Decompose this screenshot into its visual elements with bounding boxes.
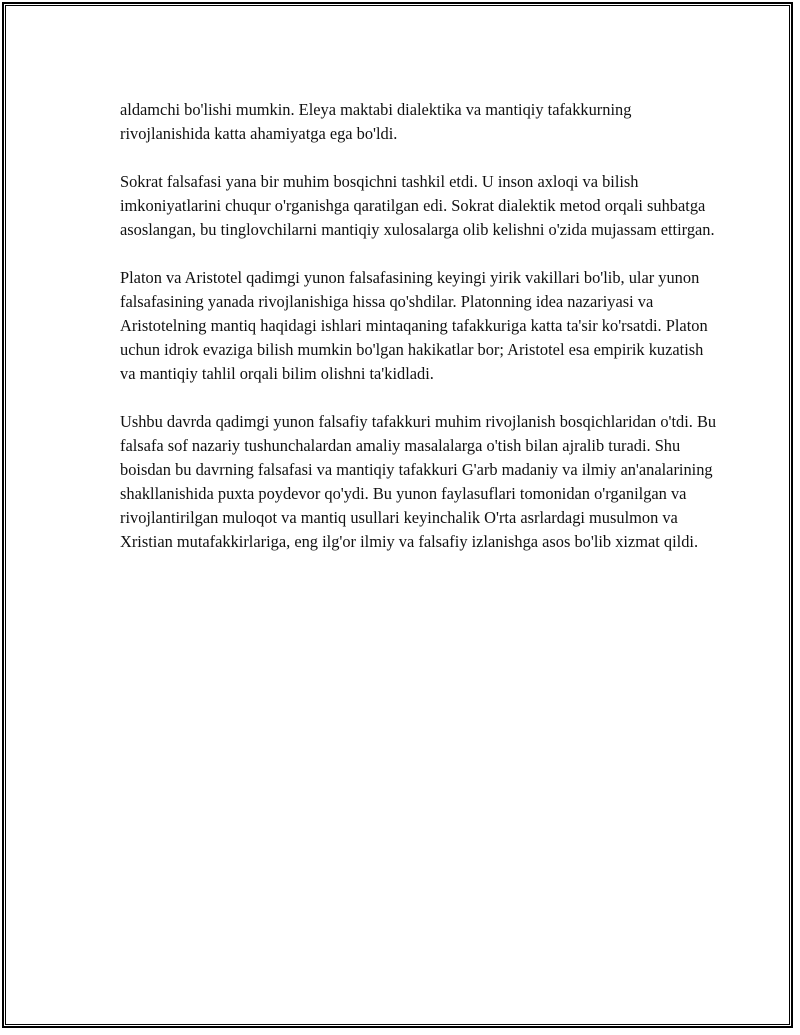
paragraph-4: Ushbu davrda qadimgi yunon falsafiy tafakkuri muhim rivojlanish bosqichlaridan o'tdi. Bu falsafa sof nazariy tushunchalardan amaliy masalalarga o'tish bilan ajralib turadi. Shu boisdan bu davrning falsafasi va mantiqiy tafakkuri G'arb madaniy va ilmiy an'analarining shakllanishida puxta poydevor qo'ydi. Bu yunon faylasuflari tomonidan o'rganilgan va rivojlantirilgan muloqot va mantiq usullari keyinchalik O'rta asrlardagi musulmon va Xristian mutafakkirlariga, eng ilg'or ilmiy va falsafiy izlanishga asos bo'lib xizmat qildi. [120, 412, 717, 551]
paragraph-3: Platon va Aristotel qadimgi yunon falsafasining keyingi yirik vakillari bo'lib, ular yunon falsafasining yanada rivojlanishiga hissa qo'shdilar. Platonning idea nazariyasi va Aristotelning mantiq haqidagi ishlari mintaqaning tafakkuriga katta ta'sir ko'rsatdi. Platon uchun idrok evaziga bilish mumkin bo'lgan hakikatlar bor; Aristotel esa empirik kuzatish va mantiqiy tahlil orqali bilim olishni ta'kidladi. [120, 268, 708, 383]
paragraph-2: Sokrat falsafasi yana bir muhim bosqichni tashkil etdi. U inson axloqi va bilish imkoniyatlarini chuqur o'rganishga qaratilgan edi. Sokrat dialektik metod orqali suhbatga asoslangan, bu tinglovchilarni mantiqiy xulosalarga olib kelishni o'zida mujassam ettirgan. [120, 172, 715, 239]
document-body [120, 98, 720, 578]
page-border [2, 2, 793, 1028]
paragraph-1: aldamchi bo'lishi mumkin. Eleya maktabi dialektika va mantiqiy tafakkurning rivojlanishida katta ahamiyatga ega bo'ldi. [120, 100, 632, 143]
